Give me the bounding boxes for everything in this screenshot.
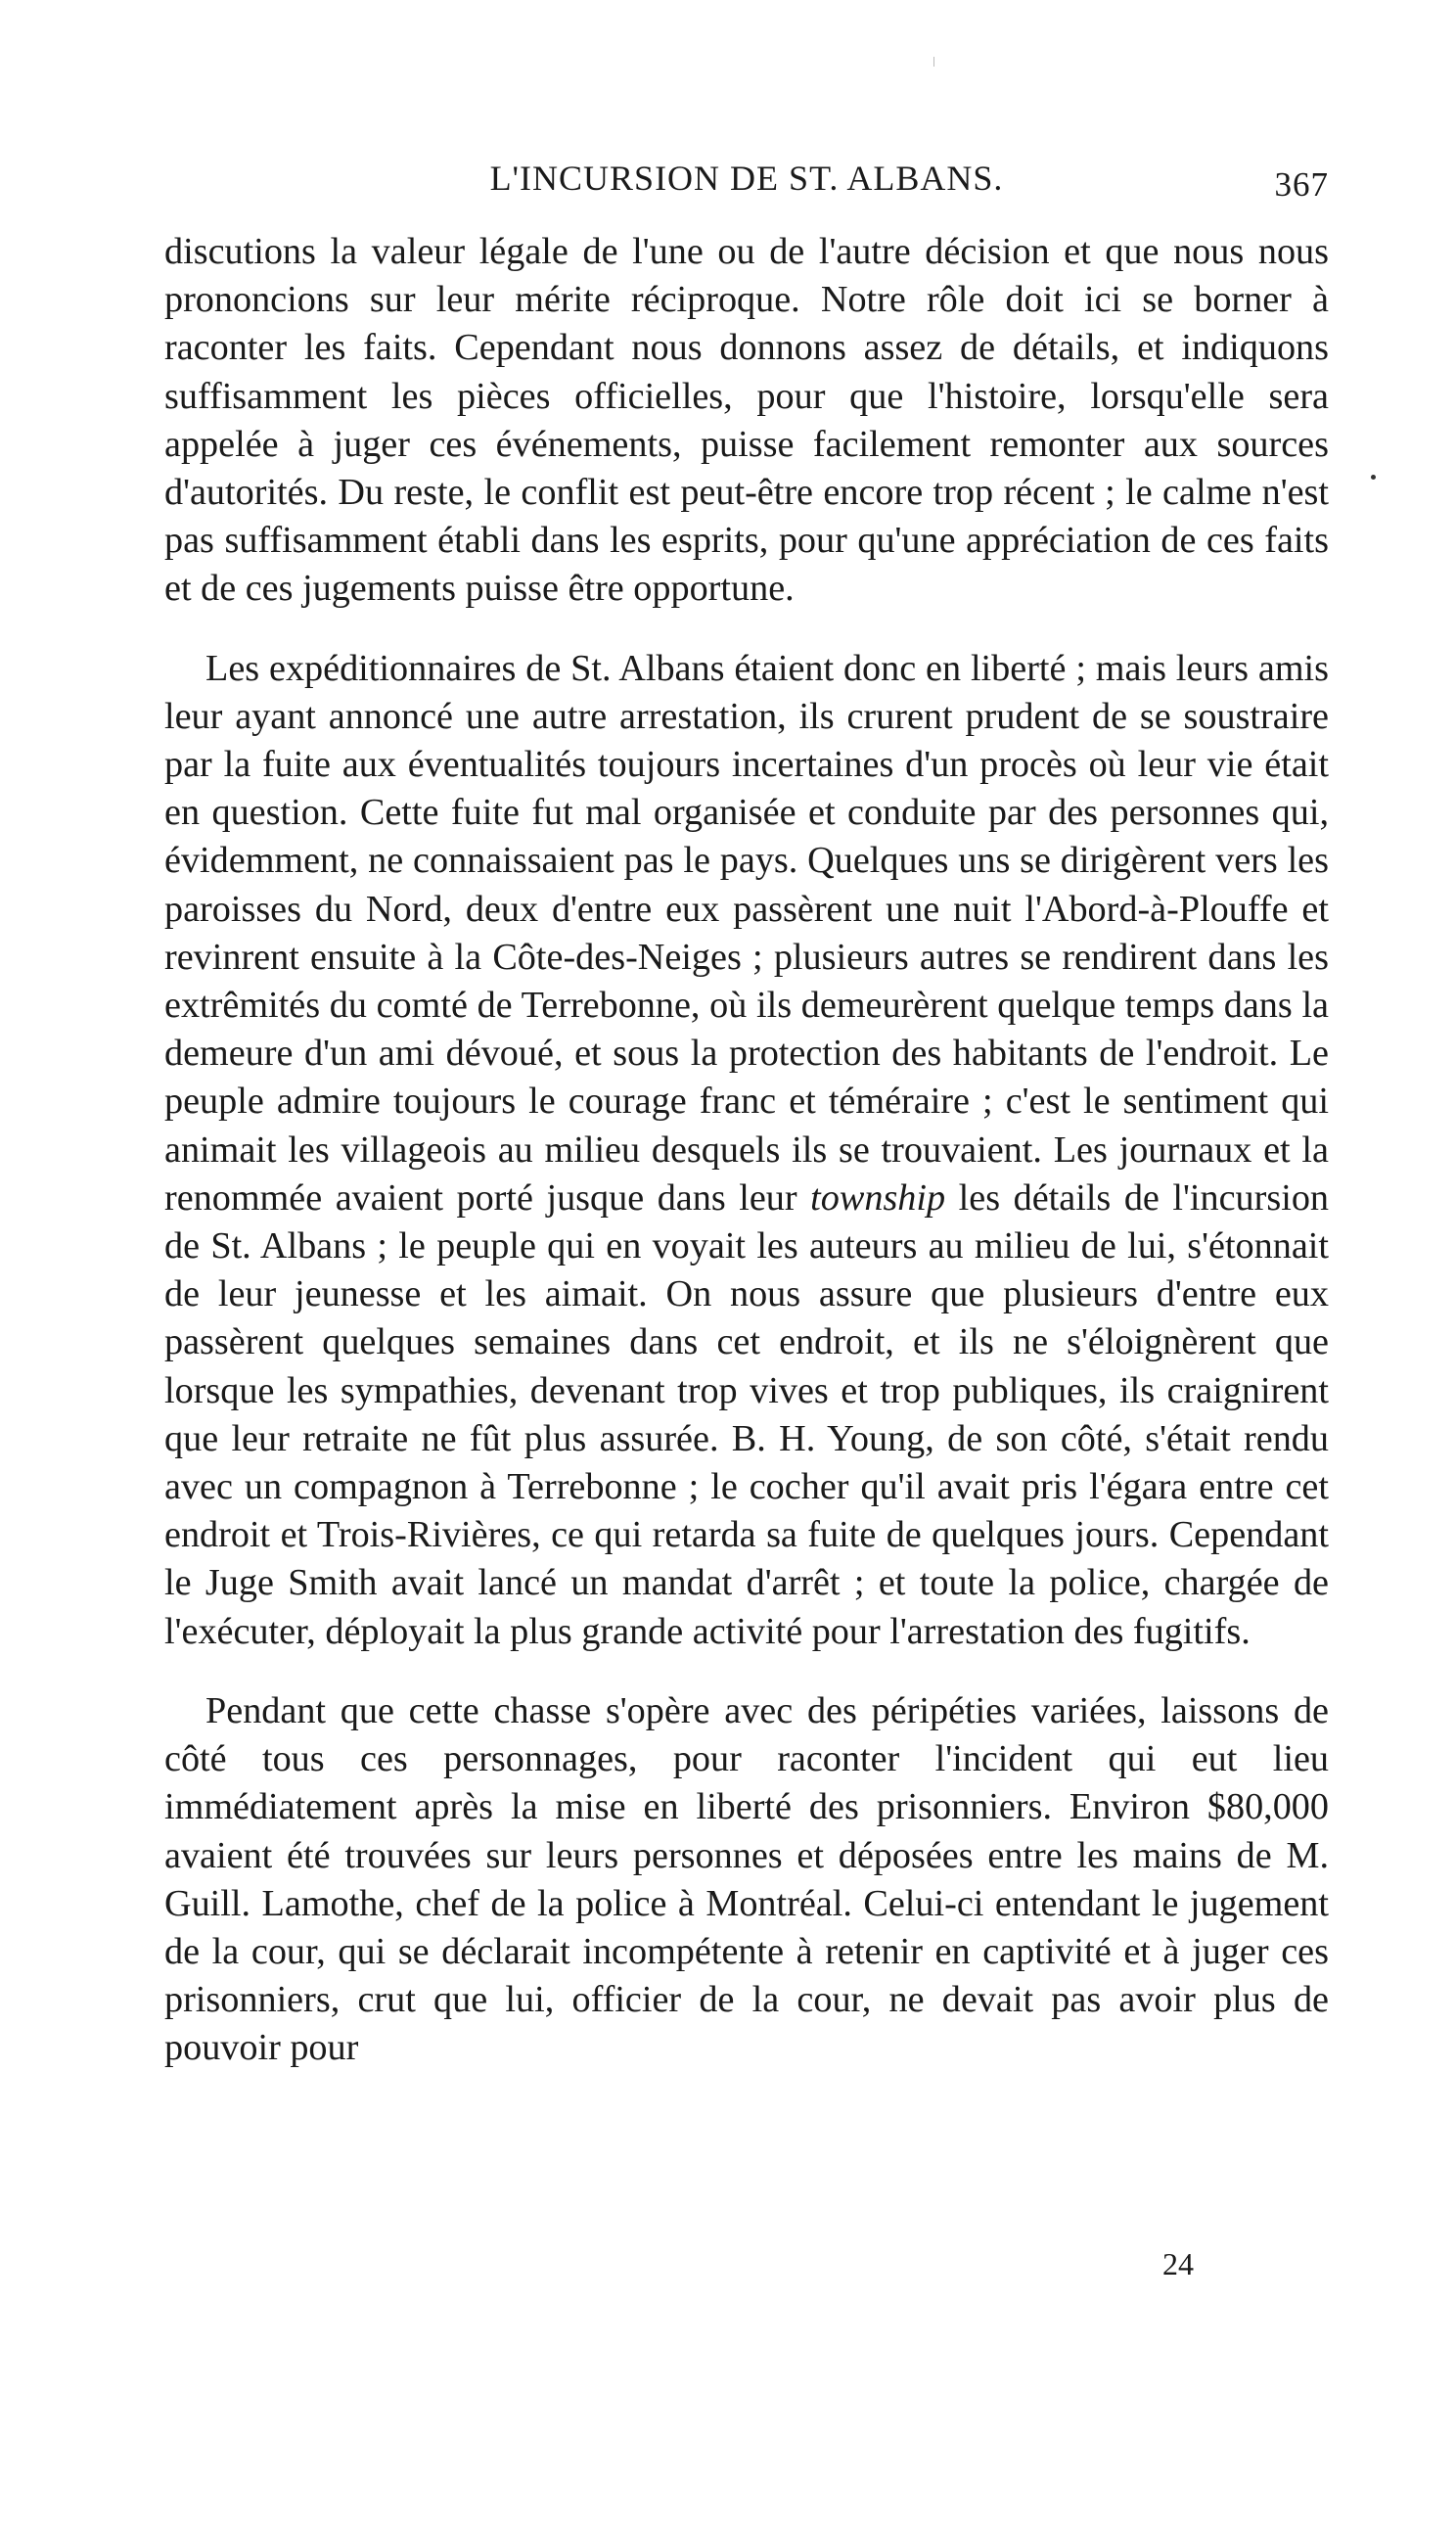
- paragraph-1: [164, 228, 1329, 614]
- page-number: 367: [1274, 165, 1329, 204]
- signature-mark: 24: [1162, 2246, 1194, 2281]
- paragraph-2-text-a: Les expéditionnaires de St. Albans étaient donc en liberté ; mais leurs amis leur ayant annoncé une autre arrestation, ils crurent prudent de se soustraire par la fuite aux éventualités toujours incertaines d'un procès où leur vie était en question. Cette fuite fut mal organisée et conduite par des personnes qui, évidemment, ne connaissaient pas le pays. Quelques uns se dirigèrent vers les paroisses du Nord, deux d'entre eux passèrent une nuit l'Abord-à-Plouffe et revinrent ensuite à la Côte-des-Neiges ; plusieurs autres se rendirent dans les extrêmités du comté de Terrebonne, où ils demeurèrent quelque temps dans la demeure d'un ami dévoué, et sous la protection des habitants de l'endroit. Le peuple admire toujours le courage franc et téméraire ; c'est le sentiment qui animait les villageois au milieu desquels ils se trouvaient. Les journaux et la renommée avaient porté jusque dans leur: [164, 647, 1329, 1219]
- paragraph-2-italic-term: township: [810, 1176, 946, 1219]
- running-title: L'INCURSION DE ST. ALBANS.: [489, 159, 1004, 198]
- paragraph-2: [164, 645, 1329, 1656]
- running-head: [164, 152, 1329, 210]
- paragraph-3: [164, 1687, 1329, 2073]
- book-page: [164, 152, 1329, 2073]
- paragraph-2-text-b: les détails de l'incursion de St. Albans ; le peuple qui en voyait les auteurs au milieu de lui, s'étonnait de leur jeunesse et les aimait. On nous assure que plusieurs d'entre eux passèrent quelques semaines dans cet endroit, et ils ne s'éloignèrent que lorsque les sympathies, devenant trop vives et trop publiques, ils craignirent que leur retraite ne fût plus assurée. B. H. Young, de son côté, s'était rendu avec un compagnon à Terrebonne ; le cocher qu'il avait pris l'égara entre cet endroit et Trois-Rivières, ce qui retarda sa fuite de quelques jours. Cependant le Juge Smith avait lancé un mandat d'arrêt ; et toute la police, chargée de l'exécuter, déployait la plus grande activité pour l'arrestation des fugitifs.: [164, 1176, 1330, 1652]
- body-text: [164, 228, 1329, 2073]
- scan-artifact-tick: [933, 57, 934, 67]
- scan-artifact-dot: [1371, 475, 1376, 480]
- paragraph-3-text: Pendant que cette chasse s'opère avec des péripéties variées, laissons de côté tous ces personnages, pour raconter l'incident qui eut lieu immédiatement après la mise en liberté des prisonniers. Environ $80,000 avaient été trouvées sur leurs personnes et déposées entre les mains de M. Guill. Lamothe, chef de la police à Montréal. Celui-ci entendant le jugement de la cour, qui se déclarait incompétente à retenir en captivité et à juger ces prisonniers, crut que lui, officier de la cour, ne devait pas avoir plus de pouvoir pour: [164, 1689, 1329, 2069]
- paragraph-1-text: discutions la valeur légale de l'une ou de l'autre décision et que nous nous prononcions sur leur mérite réciproque. Notre rôle doit ici se borner à raconter les faits. Cependant nous donnons assez de détails, et indiquons suffisamment les pièces officielles, pour que l'histoire, lorsqu'elle sera appelée à juger ces événements, puisse facilement remonter aux sources d'autorités. Du reste, le conflit est peut-être encore trop récent ; le calme n'est pas suffisamment établi dans les esprits, pour qu'une appréciation de ces faits et de ces jugements puisse être opportune.: [164, 231, 1329, 610]
